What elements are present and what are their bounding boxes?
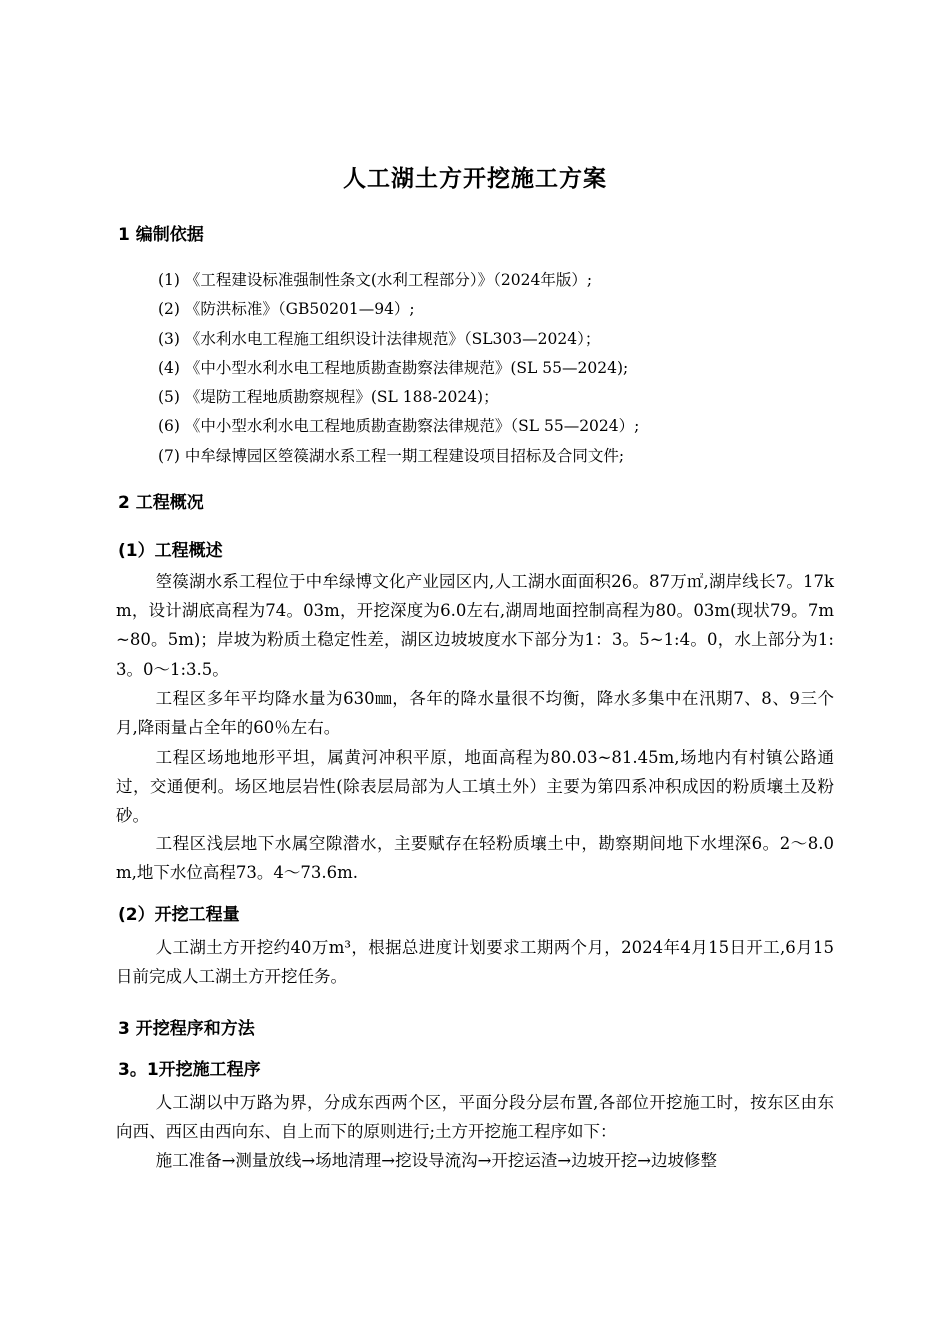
reference-item: (7) 中牟绿博园区箜篌湖水系工程一期工程建设项目招标及合同文件; — [158, 446, 625, 465]
reference-item: (6) 《中小型水利水电工程地质勘查勘察法律规范》（SL 55—2024）; — [158, 417, 640, 436]
reference-item: (2) 《防洪标准》（GB50201—94）; — [158, 300, 415, 319]
section-1-heading: 1 编制依据 — [118, 225, 204, 245]
paragraph: 箜篌湖水系工程位于中牟绿博文化产业园区内,人工湖水面面积26。87万㎡,湖岸线长7。17km，设计湖底高程为74。03m，开挖深度为6.0左右,湖周地面控制高程为80。03m(现状79。7m~80。5m)；岸坡为粉质土稳定性差，湖区边坡坡度水下部分为1：3。5~1:4。0，水上部分为1:3。0～1:3.5。 — [116, 572, 834, 679]
reference-list — [158, 266, 639, 471]
paragraph: 施工准备→测量放线→场地清理→挖设导流沟→开挖运渣→边坡开挖→边坡修整 — [155, 1151, 718, 1170]
reference-item: (4) 《中小型水利水电工程地质勘查勘察法律规范》(SL 55—2024); — [158, 358, 629, 377]
reference-item: (5) 《堤防工程地质勘察规程》(SL 188-2024)； — [158, 388, 499, 407]
paragraph: 工程区多年平均降水量为630㎜，各年的降水量很不均衡，降水多集中在汛期7、8、9三个月,降雨量占全年的60％左右。 — [116, 689, 834, 738]
paragraph: 人工湖土方开挖约40万m³，根据总进度计划要求工期两个月，2024年4月15日开工,6月15日前完成人工湖土方开挖任务。 — [116, 938, 834, 987]
section-2-heading: 2 工程概况 — [118, 493, 204, 513]
subsection-3-1-heading: 3。1开挖施工程序 — [118, 1060, 261, 1080]
subsection-2-1-heading: (1）工程概述 — [118, 541, 223, 561]
subsection-2-2-heading: (2）开挖工程量 — [118, 905, 240, 925]
section-3-heading: 3 开挖程序和方法 — [118, 1019, 255, 1039]
document-title: 人工湖土方开挖施工方案 — [343, 166, 607, 192]
paragraph: 工程区场地地形平坦，属黄河冲积平原，地面高程为80.03~81.45m,场地内有村镇公路通过，交通便利。场区地层岩性(除表层局部为人工填土外）主要为第四系冲积成因的粉质壤土及粉砂。 — [116, 748, 834, 826]
reference-item: (3) 《水利水电工程施工组织设计法律规范》（SL303—2024）； — [158, 329, 601, 348]
paragraph: 工程区浅层地下水属空隙潜水，主要赋存在轻粉质壤土中，勘察期间地下水埋深6。2～8.0m,地下水位高程73。4～73.6m. — [116, 834, 834, 883]
paragraph: 人工湖以中万路为界，分成东西两个区，平面分段分层布置,各部位开挖施工时，按东区由东向西、西区由西向东、自上而下的原则进行;土方开挖施工程序如下： — [116, 1093, 834, 1142]
reference-item: (1) 《工程建设标准强制性条文(水利工程部分）》（2024年版）; — [158, 271, 593, 289]
